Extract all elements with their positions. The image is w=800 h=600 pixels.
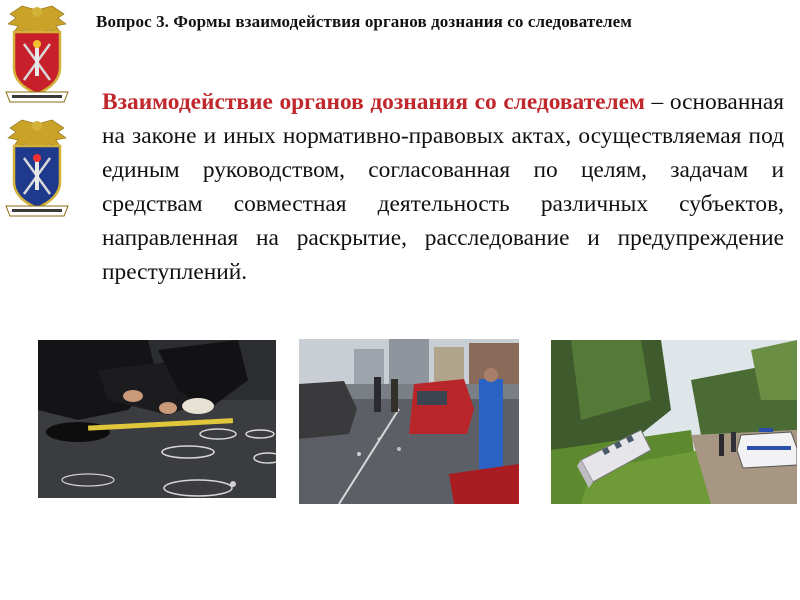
definition-text: – основанная на законе и иных нормативно-правовых актах, осуществляемая под единым руководством, согласованная по целям, задачам и средствам совместная деятельность различных субъектов, направленная на раскрытие, расследование и предупреждение преступлений. xyxy=(102,89,784,286)
definition-term: Взаимодействие органов дознания со следователем xyxy=(102,89,645,116)
police-emblem-blue-icon xyxy=(2,116,72,222)
overturned-bus-roadside-photo xyxy=(551,340,797,504)
police-emblem-red-icon xyxy=(2,2,72,108)
car-accident-street-photo xyxy=(299,339,519,504)
slide-title: Вопрос 3. Формы взаимодействия органов дознания со следователем xyxy=(96,12,632,31)
definition-paragraph xyxy=(102,85,784,289)
crime-scene-evidence-photo xyxy=(38,340,276,498)
